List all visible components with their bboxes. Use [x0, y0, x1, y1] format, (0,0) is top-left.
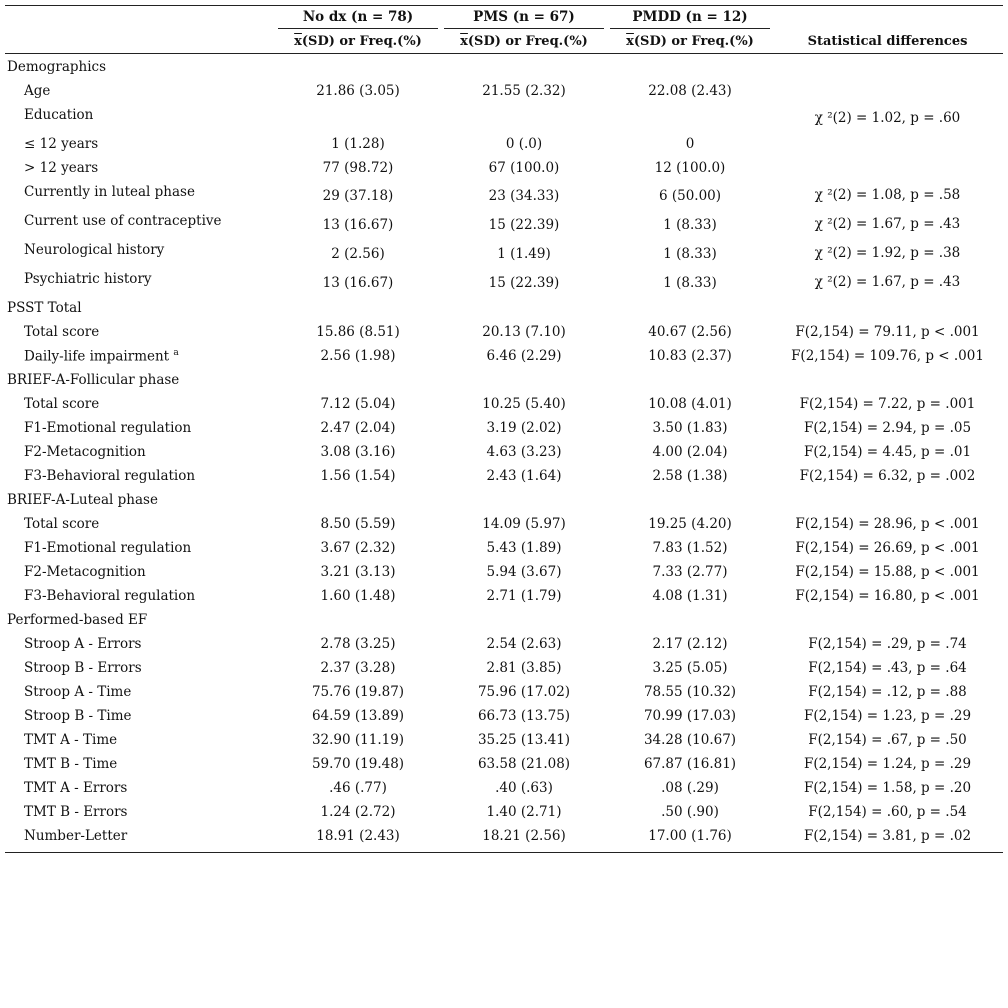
section-label: PSST Total — [7, 300, 82, 316]
cell-stat: F(2,154) = 79.11, p < .001 — [795, 324, 980, 340]
header-group-pms: PMS (n = 67) — [473, 9, 575, 25]
cell-value: .50 (.90) — [661, 804, 719, 820]
header-sub-nodx — [278, 34, 438, 49]
cell-value: 67 (100.0) — [488, 160, 560, 176]
cell-value: 3.25 (5.05) — [652, 660, 728, 676]
cell-value: 77 (98.72) — [322, 160, 394, 176]
row-label: Total score — [24, 324, 100, 340]
group-underline-pms — [444, 28, 604, 29]
table-row — [0, 210, 1008, 239]
cell-value: 2.37 (3.28) — [320, 660, 396, 676]
cell-value: 13 (16.67) — [322, 275, 394, 291]
row-label: Psychiatric history — [24, 271, 152, 287]
table-row — [0, 104, 1008, 133]
header-group-nodx: No dx (n = 78) — [302, 9, 414, 25]
cell-value: 18.21 (2.56) — [482, 828, 566, 844]
cell-value: .46 (.77) — [329, 780, 387, 796]
table-row — [0, 181, 1008, 210]
cell-value: 2.54 (2.63) — [486, 636, 562, 652]
cell-stat: F(2,154) = 1.58, p = .20 — [803, 780, 972, 796]
cell-value: 2.43 (1.64) — [486, 468, 562, 484]
cell-stat: χ ²(2) = 1.67, p = .43 — [814, 274, 961, 290]
cell-stat: F(2,154) = 7.22, p = .001 — [799, 396, 976, 412]
section-row — [0, 369, 1008, 393]
row-label: Daily-life impairment $^a$ — [24, 348, 179, 365]
table-body — [0, 56, 1008, 849]
section-label: BRIEF-A-Luteal phase — [7, 492, 158, 508]
table-row — [0, 268, 1008, 297]
cell-value: 78.55 (10.32) — [643, 684, 737, 700]
cell-stat: F(2,154) = 26.69, p < .001 — [795, 540, 980, 556]
cell-value: 7.12 (5.04) — [320, 396, 396, 412]
cell-value: 29 (37.18) — [322, 188, 394, 204]
section-row — [0, 297, 1008, 321]
cell-value: 20.13 (7.10) — [482, 324, 566, 340]
section-label: BRIEF-A-Follicular phase — [7, 372, 180, 388]
cell-value: 12 (100.0) — [654, 160, 726, 176]
cell-value: 70.99 (17.03) — [643, 708, 737, 724]
cell-value: 7.83 (1.52) — [652, 540, 728, 556]
row-label: Stroop B - Time — [24, 708, 132, 724]
cell-stat: χ ²(2) = 1.92, p = .38 — [814, 245, 961, 261]
cell-value: 67.87 (16.81) — [643, 756, 737, 772]
table-row — [0, 513, 1008, 537]
cell-stat: F(2,154) = .29, p = .74 — [808, 636, 967, 652]
cell-stat: F(2,154) = 16.80, p < .001 — [795, 588, 980, 604]
table-row — [0, 321, 1008, 345]
cell-value: 1.60 (1.48) — [320, 588, 396, 604]
cell-value: 5.43 (1.89) — [486, 540, 562, 556]
row-label: Education — [24, 107, 94, 123]
cell-value: 1 (1.28) — [331, 136, 385, 152]
cell-value: 4.00 (2.04) — [652, 444, 728, 460]
row-label: TMT A - Errors — [24, 780, 128, 796]
cell-stat: F(2,154) = 2.94, p = .05 — [803, 420, 972, 436]
row-label: Total score — [24, 396, 100, 412]
cell-stat: F(2,154) = 15.88, p < .001 — [795, 564, 980, 580]
cell-value: 1.40 (2.71) — [486, 804, 562, 820]
row-label: F2-Metacognition — [24, 564, 146, 580]
cell-value: 75.96 (17.02) — [477, 684, 571, 700]
cell-value: 21.55 (2.32) — [482, 83, 566, 99]
header-group-pmdd: PMDD (n = 12) — [632, 9, 748, 25]
row-label: F3-Behavioral regulation — [24, 588, 196, 604]
cell-stat: F(2,154) = .12, p = .88 — [808, 684, 967, 700]
cell-value: 66.73 (13.75) — [477, 708, 571, 724]
row-label: Currently in luteal phase — [24, 184, 195, 200]
cell-value: 22.08 (2.43) — [648, 83, 732, 99]
table-row — [0, 585, 1008, 609]
cell-value: .08 (.29) — [661, 780, 719, 796]
row-label: > 12 years — [24, 160, 99, 176]
table-row — [0, 729, 1008, 753]
section-row — [0, 609, 1008, 633]
header-sub-pmdd — [610, 34, 770, 49]
row-label: Neurological history — [24, 242, 165, 258]
row-label: Current use of contraceptive — [24, 213, 222, 229]
group-underline-nodx — [278, 28, 438, 29]
cell-value: 32.90 (11.19) — [311, 732, 405, 748]
table-row — [0, 633, 1008, 657]
cell-value: 34.28 (10.67) — [643, 732, 737, 748]
cell-value: .40 (.63) — [495, 780, 553, 796]
table-row — [0, 825, 1008, 849]
cell-value: 10.08 (4.01) — [648, 396, 732, 412]
row-label: F1-Emotional regulation — [24, 540, 192, 556]
cell-value: 3.08 (3.16) — [320, 444, 396, 460]
cell-value: 2.71 (1.79) — [486, 588, 562, 604]
cell-value: 10.83 (2.37) — [648, 348, 732, 364]
header-sub-pms — [444, 34, 604, 49]
table-row — [0, 681, 1008, 705]
mean-symbol: $\overline{x}$ — [294, 34, 302, 49]
header-stat-title: Statistical differences — [807, 34, 968, 49]
cell-value: 17.00 (1.76) — [648, 828, 732, 844]
cell-value: 1.24 (2.72) — [320, 804, 396, 820]
row-label: Stroop A - Errors — [24, 636, 142, 652]
row-label: Number-Letter — [24, 828, 128, 844]
cell-stat: χ ²(2) = 1.08, p = .58 — [814, 187, 961, 203]
row-label: Stroop B - Errors — [24, 660, 142, 676]
section-row — [0, 489, 1008, 513]
top-rule — [5, 5, 1003, 6]
cell-value: 3.19 (2.02) — [486, 420, 562, 436]
section-label: Demographics — [7, 59, 107, 75]
cell-value: 59.70 (19.48) — [311, 756, 405, 772]
table-row — [0, 239, 1008, 268]
cell-value: 40.67 (2.56) — [648, 324, 732, 340]
cell-stat: F(2,154) = 1.23, p = .29 — [803, 708, 972, 724]
cell-value: 21.86 (3.05) — [316, 83, 400, 99]
cell-value: 2 (2.56) — [331, 246, 385, 262]
row-label: Age — [24, 83, 51, 99]
cell-value: 10.25 (5.40) — [482, 396, 566, 412]
row-label: F3-Behavioral regulation — [24, 468, 196, 484]
table-row — [0, 561, 1008, 585]
cell-value: 2.56 (1.98) — [320, 348, 396, 364]
cell-stat: F(2,154) = 28.96, p < .001 — [795, 516, 980, 532]
cell-value: 1 (8.33) — [663, 246, 717, 262]
section-label: Performed-based EF — [7, 612, 148, 628]
cell-value: 2.78 (3.25) — [320, 636, 396, 652]
cell-value: 1 (8.33) — [663, 217, 717, 233]
cell-value: 18.91 (2.43) — [316, 828, 400, 844]
cell-value: 14.09 (5.97) — [482, 516, 566, 532]
table-row — [0, 441, 1008, 465]
group-underline-pmdd — [610, 28, 770, 29]
cell-value: 15 (22.39) — [488, 217, 560, 233]
header-sub-label: (SD) or Freq.(%) — [633, 34, 754, 49]
cell-value: 1 (1.49) — [497, 246, 551, 262]
footnote-marker: a — [173, 348, 179, 358]
row-label: TMT B - Errors — [24, 804, 128, 820]
table-row — [0, 80, 1008, 104]
cell-value: 19.25 (4.20) — [648, 516, 732, 532]
cell-stat: F(2,154) = 109.76, p < .001 — [791, 348, 984, 364]
cell-value: 4.08 (1.31) — [652, 588, 728, 604]
row-label: F2-Metacognition — [24, 444, 146, 460]
row-label: TMT B - Time — [24, 756, 118, 772]
row-label: Stroop A - Time — [24, 684, 132, 700]
cell-value: 13 (16.67) — [322, 217, 394, 233]
cell-value: 3.67 (2.32) — [320, 540, 396, 556]
table-row — [0, 777, 1008, 801]
table-row — [0, 157, 1008, 181]
table-row — [0, 417, 1008, 441]
mean-symbol: $\overline{x}$ — [626, 34, 634, 49]
cell-stat: F(2,154) = .60, p = .54 — [808, 804, 967, 820]
table-row — [0, 705, 1008, 729]
cell-value: 1.56 (1.54) — [320, 468, 396, 484]
table-row — [0, 753, 1008, 777]
cell-stat: F(2,154) = 6.32, p = .002 — [799, 468, 976, 484]
row-label: TMT A - Time — [24, 732, 118, 748]
bottom-rule — [5, 852, 1003, 853]
mean-symbol: $\overline{x}$ — [460, 34, 468, 49]
cell-value: 0 — [685, 136, 695, 152]
cell-value: 7.33 (2.77) — [652, 564, 728, 580]
cell-stat: χ ²(2) = 1.67, p = .43 — [814, 216, 961, 232]
cell-value: 23 (34.33) — [488, 188, 560, 204]
cell-value: 4.63 (3.23) — [486, 444, 562, 460]
row-label: F1-Emotional regulation — [24, 420, 192, 436]
cell-value: 2.81 (3.85) — [486, 660, 562, 676]
cell-stat: χ ²(2) = 1.02, p = .60 — [814, 110, 961, 126]
header-sub-label: (SD) or Freq.(%) — [467, 34, 588, 49]
cell-value: 15.86 (8.51) — [316, 324, 400, 340]
cell-value: 35.25 (13.41) — [477, 732, 571, 748]
cell-value: 6.46 (2.29) — [486, 348, 562, 364]
cell-value: 5.94 (3.67) — [486, 564, 562, 580]
table-row — [0, 801, 1008, 825]
cell-stat: F(2,154) = 1.24, p = .29 — [803, 756, 972, 772]
cell-value: 2.17 (2.12) — [652, 636, 728, 652]
cell-value: 6 (50.00) — [658, 188, 722, 204]
cell-value: 64.59 (13.89) — [311, 708, 405, 724]
row-label: ≤ 12 years — [24, 136, 99, 152]
cell-value: 0 (.0) — [505, 136, 543, 152]
cell-value: 8.50 (5.59) — [320, 516, 396, 532]
cell-value: 2.58 (1.38) — [652, 468, 728, 484]
table-row — [0, 133, 1008, 157]
cell-value: 63.58 (21.08) — [477, 756, 571, 772]
cell-stat: F(2,154) = 4.45, p = .01 — [803, 444, 972, 460]
row-label: Total score — [24, 516, 100, 532]
cell-value: 75.76 (19.87) — [311, 684, 405, 700]
section-row — [0, 56, 1008, 80]
header-sub-label: (SD) or Freq.(%) — [301, 34, 422, 49]
cell-value: 15 (22.39) — [488, 275, 560, 291]
table-row — [0, 393, 1008, 417]
table-row — [0, 345, 1008, 369]
table-row — [0, 537, 1008, 561]
header-bottom-rule — [5, 53, 1003, 54]
cell-value: 1 (8.33) — [663, 275, 717, 291]
table-row — [0, 465, 1008, 489]
table-row — [0, 657, 1008, 681]
cell-value: 3.50 (1.83) — [652, 420, 728, 436]
cell-value: 2.47 (2.04) — [320, 420, 396, 436]
cell-value: 3.21 (3.13) — [320, 564, 396, 580]
cell-stat: F(2,154) = .43, p = .64 — [808, 660, 967, 676]
cell-stat: F(2,154) = 3.81, p = .02 — [803, 828, 972, 844]
cell-stat: F(2,154) = .67, p = .50 — [808, 732, 967, 748]
